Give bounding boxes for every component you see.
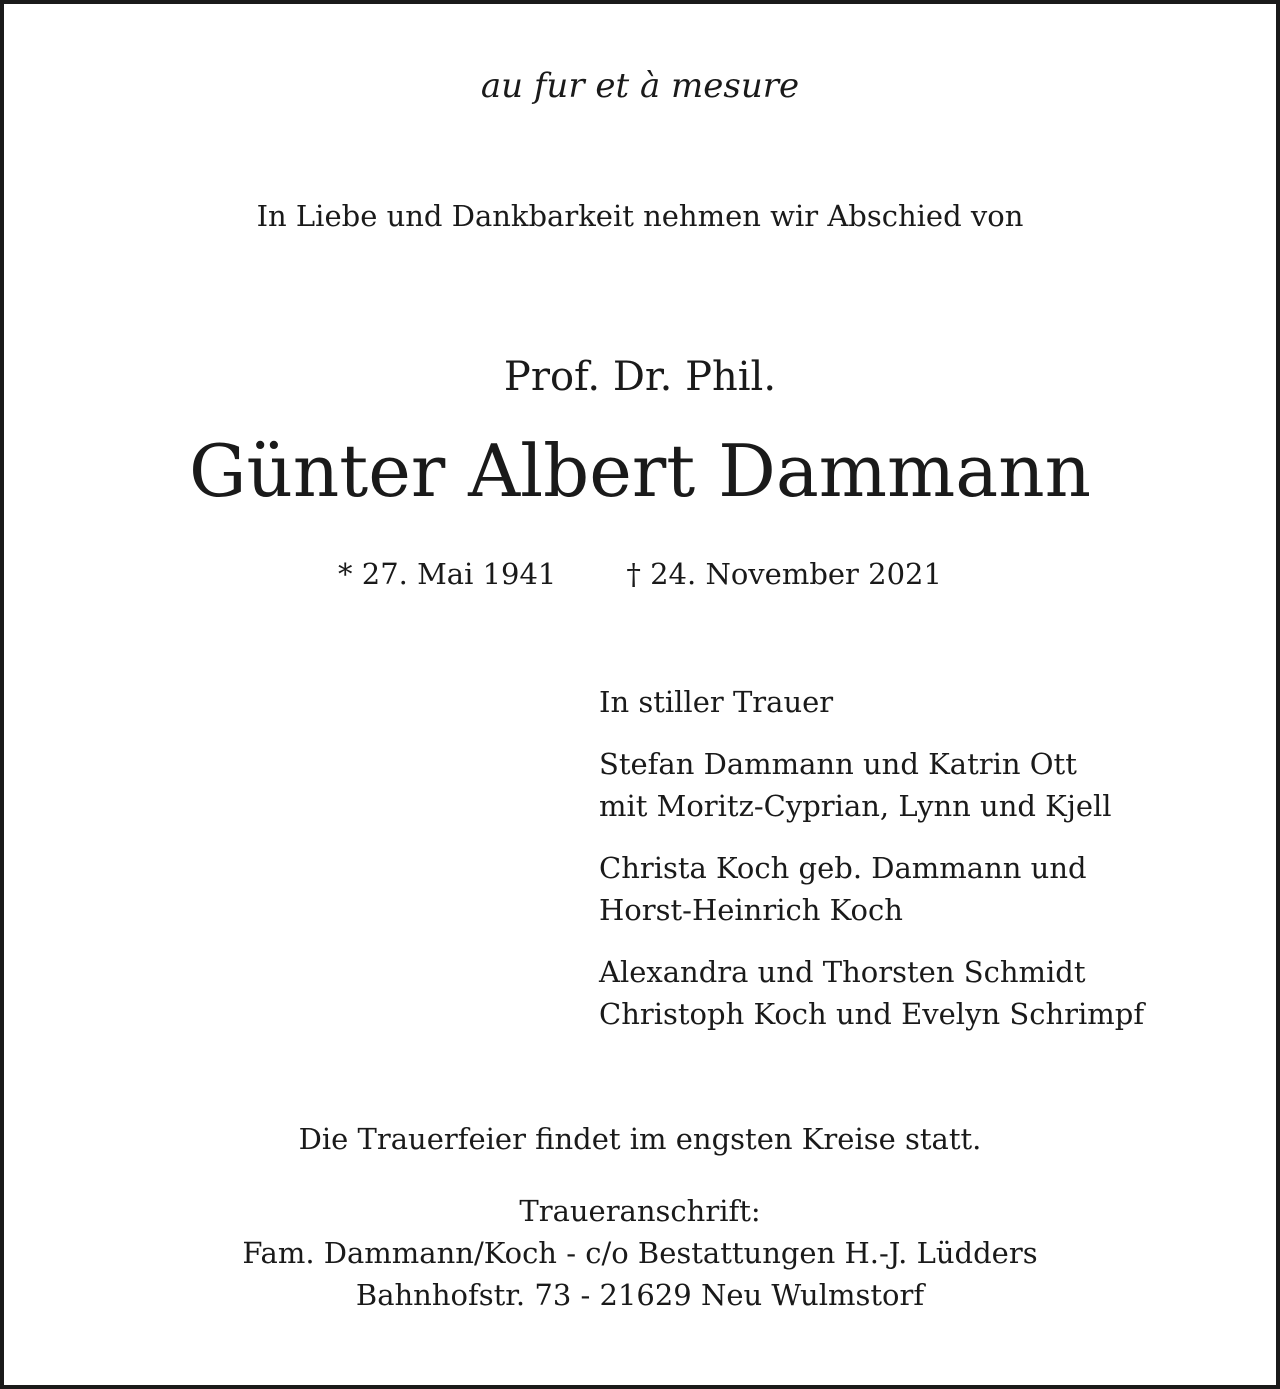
mourner-line: Christa Koch geb. Dammann und [599, 851, 1087, 885]
mourner-line: mit Moritz-Cyprian, Lynn und Kjell [599, 789, 1112, 823]
mourning-address [4, 1190, 1276, 1316]
motto: au fur et à mesure [480, 66, 800, 106]
mourner-group [599, 951, 1144, 1035]
mourner-line: Christoph Koch und Evelyn Schrimpf [599, 997, 1145, 1031]
mourner-group [599, 743, 1144, 827]
death-date: † 24. November 2021 [626, 557, 942, 591]
mourner-line: Horst-Heinrich Koch [599, 893, 903, 927]
academic-title: Prof. Dr. Phil. [503, 354, 777, 400]
ceremony-note: Die Trauerfeier findet im engsten Kreise statt. [298, 1122, 982, 1156]
mourners-heading: In stiller Trauer [599, 685, 834, 719]
mourners-heading-group [599, 681, 1144, 723]
mourner-group [599, 847, 1144, 931]
address-line-1: Fam. Dammann/Koch - c/o Bestattungen H.-J. Lüdders [242, 1236, 1038, 1270]
life-dates [4, 557, 1276, 591]
deceased-name: Günter Albert Dammann [189, 429, 1091, 513]
mourner-line: Stefan Dammann und Katrin Ott [599, 747, 1077, 781]
mourner-line: Alexandra und Thorsten Schmidt [599, 955, 1086, 989]
mourners-block [599, 681, 1144, 1035]
address-line-2: Bahnhofstr. 73 - 21629 Neu Wulmstorf [355, 1278, 925, 1312]
address-label: Traueranschrift: [519, 1194, 761, 1228]
intro-text: In Liebe und Dankbarkeit nehmen wir Abschied von [256, 199, 1024, 233]
birth-date: * 27. Mai 1941 [338, 557, 557, 591]
